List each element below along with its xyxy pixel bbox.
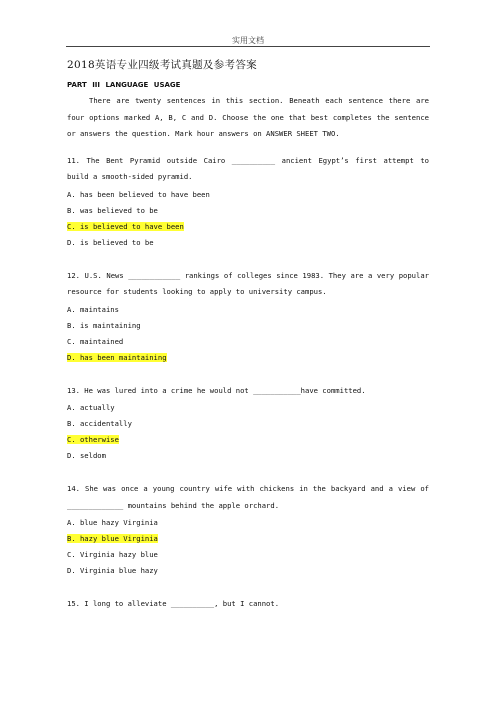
option-a: A. maintains (67, 304, 119, 314)
question-12 (67, 268, 429, 366)
question-stem: 11. The Bent Pyramid outside Cairo __________ ancient Egypt’s first attempt to build a smooth-sided pyramid. (67, 155, 429, 181)
question-stem: 12. U.S. News ____________ rankings of colleges since 1983. They are a very popular resource for students looking to apply to university campus. (67, 270, 429, 296)
answer-highlight: C. otherwise (67, 435, 119, 444)
answer-highlight: B. hazy blue Virginia (67, 534, 158, 543)
document-title: 2018英语专业四级考试真题及参考答案 (67, 59, 257, 71)
question-stem: 14. She was once a young country wife with chickens in the backyard and a view of _____________ mountains behind the apple orchard. (67, 484, 429, 510)
question-stem: 13. He was lured into a crime he would not ___________have committed. (67, 385, 366, 395)
option-c: C. Virginia hazy blue (67, 550, 158, 559)
page-header: 实用文档 (232, 36, 264, 45)
question-11 (67, 153, 429, 251)
header-rule (66, 46, 430, 47)
option-c: C. maintained (67, 336, 124, 346)
option-a: A. has been believed to have been (67, 189, 210, 199)
question-15 (67, 596, 429, 613)
option-c-answer (67, 219, 429, 235)
option-b: B. is maintaining (67, 320, 141, 330)
part-heading: PART III LANGUAGE USAGE (67, 81, 181, 89)
option-d: D. Virginia blue hazy (67, 566, 158, 575)
document-content (67, 60, 429, 614)
option-d: D. seldom (67, 451, 106, 460)
option-b: B. accidentally (67, 419, 132, 428)
instructions: There are twenty sentences in this section. Beneath each sentence there are four options marked A, B, C and D. Choose the one that best completes the sentence or answers the question. Mark hour answers on ANSWER SHEET TWO. (67, 96, 429, 138)
option-c-answer (67, 432, 429, 448)
answer-highlight: C. is believed to have been (67, 221, 184, 231)
option-d-answer (67, 350, 429, 366)
option-d: D. is believed to be (67, 237, 154, 247)
option-a: A. blue hazy Virginia (67, 518, 158, 527)
question-stem: 15. I long to alleviate __________, but I cannot. (67, 599, 280, 608)
question-14 (67, 481, 429, 579)
answer-highlight: D. has been maintaining (67, 352, 167, 362)
option-a: A. actually (67, 403, 115, 412)
option-b-answer (67, 531, 429, 547)
question-13 (67, 383, 429, 465)
option-b: B. was believed to be (67, 205, 158, 215)
